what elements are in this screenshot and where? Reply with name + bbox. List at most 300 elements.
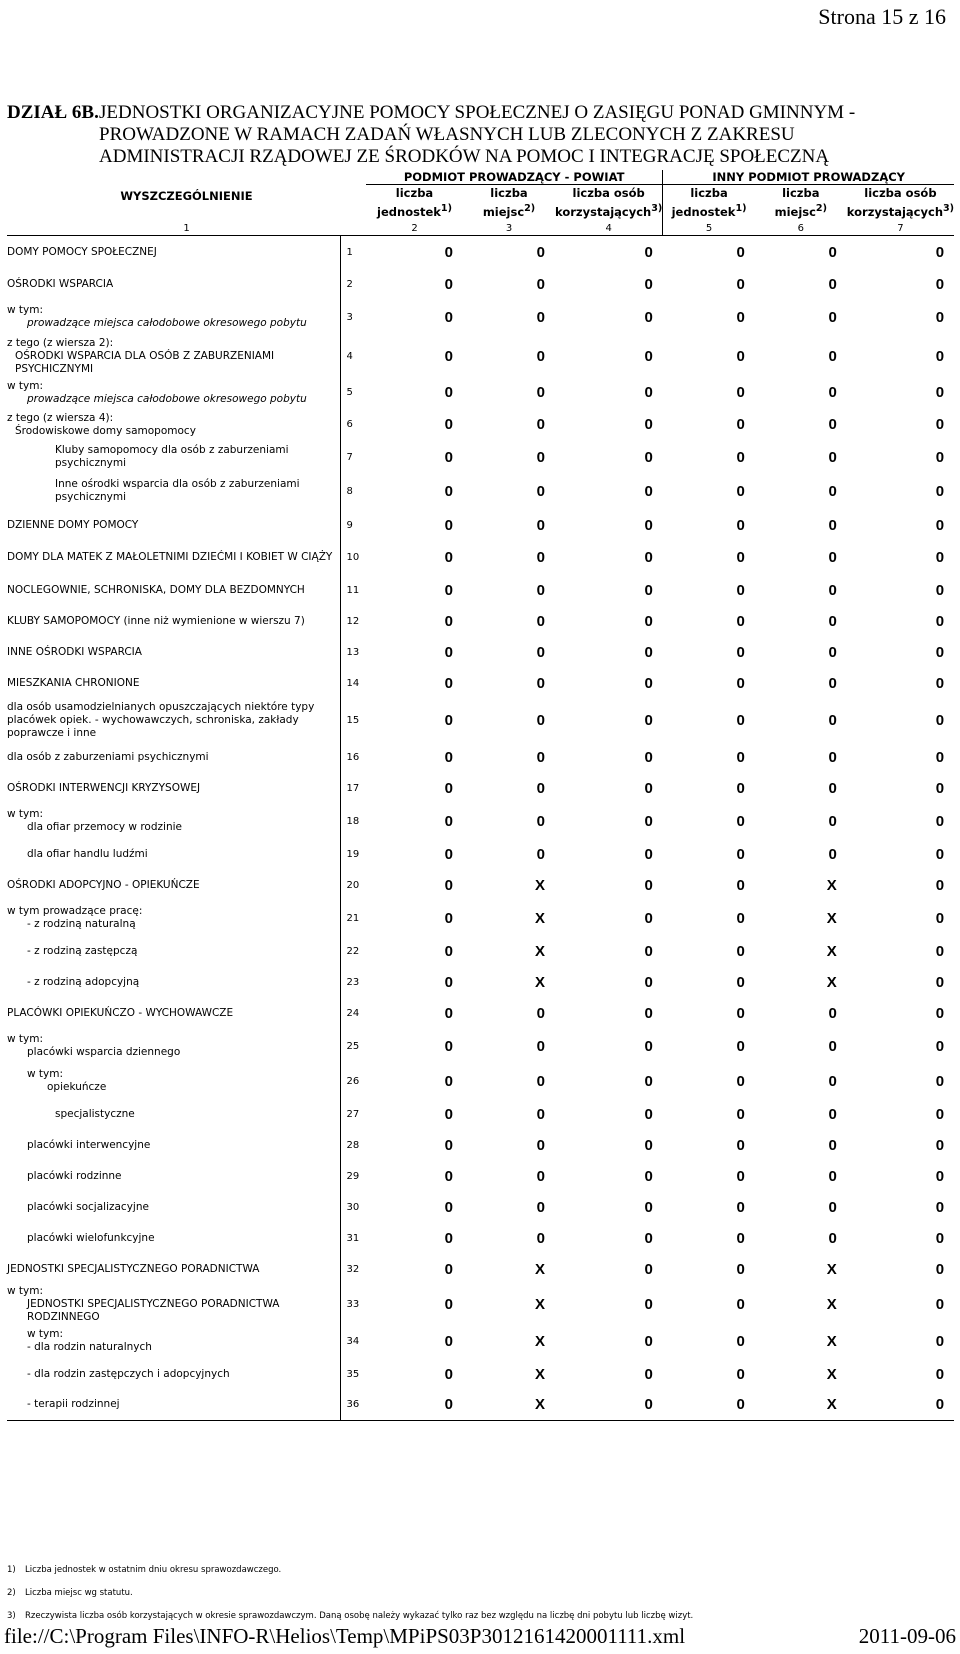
row-label-text: DOMY DLA MATEK Z MAŁOLETNIMI DZIEĆMI I KOBIET W CIĄŻY [7,551,333,563]
row-label [7,378,340,408]
row-prefix: w tym: [7,379,44,392]
table-row [7,967,954,998]
cell-value: X [534,942,545,960]
cell-value: X [534,909,545,927]
subheader-korzystajacych-1: liczba osób korzystających$^{3)}$ [555,186,663,219]
cell-value: X [755,1390,847,1421]
cell-value: 0 [444,482,453,500]
table-row [7,936,954,967]
footnote-number: 1) [7,1565,16,1575]
table-row [7,575,954,606]
cell-value: 0 [555,1390,663,1421]
cell-value: 0 [644,748,653,766]
cell-value: 0 [644,1229,653,1247]
cell-value: 0 [536,1229,545,1247]
cell-value: 0 [935,643,945,661]
cell-value: 0 [644,1136,653,1154]
cell-value: 0 [828,1072,837,1090]
cell-value: 0 [644,1004,653,1022]
cell-value: X [534,1365,545,1383]
section-title-line-3: ADMINISTRACJI RZĄDOWEJ ZE ŚRODKÓW NA POMOC I INTEGRACJĘ SPOŁECZNĄ [99,146,830,167]
row-label-text: Inne ośrodki wsparcia dla osób z zaburzeniami psychicznymi [55,478,300,503]
column-number: 3 [463,221,555,236]
cell-value: 0 [444,347,453,365]
cell-value: 0 [828,347,837,365]
cell-value: 0 [828,308,837,326]
cell-value: 0 [828,779,837,797]
row-number: 21 [346,912,360,924]
table-row [7,300,954,335]
cell-value: 0 [444,1332,453,1350]
footnote-number: 2) [7,1588,16,1598]
cell-value: 0 [536,612,545,630]
row-label-text: Środowiskowe domy samopomocy [15,424,196,437]
row-number: 13 [346,646,360,658]
row-number: 5 [346,387,353,398]
row-label-text: prowadzące miejsca całodobowe okresowego pobytu [27,392,307,405]
row-label [7,839,340,870]
row-prefix: w tym: [7,1284,44,1297]
cell-value: 0 [736,275,745,293]
cell-value: 0 [828,482,837,500]
cell-value: 0 [644,516,653,534]
table-row [7,1390,954,1421]
cell-value: 0 [828,748,837,766]
cell-value: 0 [736,1136,745,1154]
cell-value: 0 [536,549,545,566]
cell-value: 0 [935,448,945,466]
row-label-text: prowadzące miejsca całodobowe okresowego pobytu [27,317,307,329]
cell-value: 0 [935,516,945,534]
row-label [7,901,340,936]
row-label [7,998,340,1029]
cell-value: 0 [736,1365,745,1383]
cell-value: 0 [736,1004,745,1022]
cell-value: 0 [935,876,945,894]
cell-value: 0 [736,612,745,630]
cell-value: X [826,1260,837,1278]
row-number: 22 [346,945,360,957]
row-label [7,1099,340,1130]
footer-path: file://C:\Program Files\INFO-R\Helios\Temp\MPiPS03P3012161420001111.xml [4,1624,686,1648]
row-label-text: JEDNOSTKI SPECJALISTYCZNEGO PORADNICTWA [7,1262,260,1275]
cell-value: 0 [736,1037,745,1055]
row-prefix: z tego (z wiersza 4): [7,411,114,424]
cell-value: 0 [736,516,745,534]
subheader-jednostek-1: liczba jednostek$^{1)}$ [377,186,452,219]
row-label [7,1324,340,1359]
section-title-line-2: PROWADZONE W RAMACH ZADAŃ WŁASNYCH LUB ZLECONYCH Z ZAKRESU [99,124,795,145]
row-label-text: dla ofiar przemocy w rodzinie [27,821,182,833]
row-label-text: placówki interwencyjne [27,1138,151,1151]
cell-value: 0 [644,243,653,261]
cell-value: 0 [828,1136,837,1154]
row-label-text: OŚRODKI INTERWENCJI KRYZYSOWEJ [7,781,201,794]
cell-value: X [826,1332,837,1350]
row-label-text: Kluby samopomocy dla osób z zaburzeniami psychicznymi [55,444,289,469]
cell-value: 0 [644,812,653,830]
cell-value: 0 [935,416,945,433]
row-label-text: placówki wsparcia dziennego [27,1046,181,1058]
row-label [7,606,340,637]
cell-value: 0 [444,643,453,661]
cell-value: 0 [736,308,745,326]
cell-value: 0 [444,516,453,534]
cell-value: 0 [736,1105,745,1123]
cell-value: 0 [536,347,545,365]
cell-value: 0 [444,243,453,261]
row-label-text: OŚRODKI WSPARCIA [7,277,114,290]
cell-value: 0 [935,1136,945,1154]
row-label [7,473,340,510]
cell-value: 0 [935,612,945,630]
row-number: 31 [346,1232,360,1244]
cell-value: X [826,876,837,894]
cell-value: 0 [935,347,945,365]
row-label-text: placówki wielofunkcyjne [27,1231,155,1244]
cell-value: 0 [444,973,453,991]
row-label [7,335,340,378]
cell-value: 0 [935,748,945,766]
table-row [7,1285,954,1324]
table-row [7,1359,954,1390]
cell-value: 0 [536,674,545,692]
cell-value: 0 [736,711,745,729]
row-number: 30 [346,1201,360,1213]
cell-value: 0 [444,845,453,863]
cell-value: 0 [828,1229,837,1247]
row-label [7,1029,340,1064]
cell-value: 0 [644,308,653,326]
cell-value: 0 [536,748,545,766]
row-label [7,1390,340,1421]
row-label [7,967,340,998]
row-label [7,773,340,804]
cell-value: 0 [444,1365,453,1383]
cell-value: 0 [444,812,453,830]
cell-value: 0 [536,1136,545,1154]
row-label [7,1254,340,1285]
cell-value: 0 [736,973,745,991]
cell-value: 0 [444,581,453,599]
cell-value: 0 [935,581,945,599]
row-label [7,1161,340,1192]
cell-value: 0 [444,1295,453,1313]
cell-value: 0 [935,942,945,960]
row-label-text: INNE OŚRODKI WSPARCIA [7,645,142,658]
row-number: 3 [346,311,353,323]
cell-value: 0 [828,845,837,863]
table-row [7,1324,954,1359]
cell-value: 0 [736,347,745,365]
cell-value: 0 [935,1072,945,1090]
cell-value: X [534,1295,545,1313]
row-number: 17 [346,782,360,794]
cell-value: 0 [536,448,545,466]
cell-value: 0 [444,549,453,566]
cell-value: 0 [736,549,745,566]
table-row [7,773,954,804]
row-label-text: - z rodziną adopcyjną [27,975,140,988]
row-label-text: - z rodziną zastępczą [27,944,138,957]
cell-value: 0 [736,416,745,433]
cell-value: 0 [644,845,653,863]
section-title-line-1: JEDNOSTKI ORGANIZACYJNE POMOCY SPOŁECZNEJ O ZASIĘGU PONAD GMINNYM - [99,102,856,123]
cell-value: 0 [444,384,453,401]
cell-value: 0 [736,1229,745,1247]
cell-value: 0 [828,674,837,692]
row-label-text: OŚRODKI WSPARCIA DLA OSÓB Z ZABURZENIAMI PSYCHICZNYMI [15,349,275,375]
cell-value: 0 [935,1167,945,1185]
cell-value: 0 [828,581,837,599]
table-row [7,804,954,839]
row-label-text: dla osób usamodzielnianych opuszczających niektóre typy placówek opiek. - wychowawczych, schroniska, zakłady poprawcze i inne [7,700,315,739]
table-row [7,1130,954,1161]
row-number: 32 [346,1263,360,1275]
table-row [7,699,954,742]
row-number: 10 [346,552,360,563]
cell-value: 0 [935,1198,945,1216]
cell-value: 0 [828,812,837,830]
cell-value: 0 [444,1260,453,1278]
cell-value: 0 [644,1198,653,1216]
cell-value: 0 [644,909,653,927]
cell-value: 0 [828,275,837,293]
cell-value: 0 [444,779,453,797]
cell-value: 0 [644,1167,653,1185]
table-row [7,637,954,668]
row-label-text: NOCLEGOWNIE, SCHRONISKA, DOMY DLA BEZDOMNYCH [7,583,305,596]
cell-value: 0 [444,612,453,630]
cell-value: 0 [935,1037,945,1055]
column-number: 2 [366,221,463,236]
row-label [7,637,340,668]
cell-value: 0 [736,448,745,466]
row-number: 24 [346,1007,360,1019]
cell-value: 0 [736,1295,745,1313]
cell-value: 0 [444,275,453,293]
row-label [7,1359,340,1390]
footer-date: 2011-09-06 [858,1624,956,1648]
table-row [7,236,954,269]
cell-value: 0 [847,1390,954,1421]
row-label [7,668,340,699]
cell-value: 0 [444,1037,453,1055]
footer [4,1624,956,1649]
cell-value: 0 [663,1390,755,1421]
table-row [7,269,954,300]
row-label-text: DZIENNE DOMY POMOCY [7,518,139,531]
cell-value: 0 [536,845,545,863]
cell-value: 0 [736,812,745,830]
cell-value: 0 [444,942,453,960]
cell-value: 0 [935,1365,945,1383]
cell-value: 0 [935,779,945,797]
table-row [7,442,954,473]
cell-value: 0 [828,416,837,433]
row-label-text: placówki socjalizacyjne [27,1200,149,1213]
cell-value: 0 [828,1105,837,1123]
row-number: 25 [346,1040,360,1052]
row-number: 15 [346,714,360,726]
cell-value: 0 [536,711,545,729]
row-label-text: placówki rodzinne [27,1169,122,1182]
row-label-text: opiekuńcze [47,1081,107,1093]
cell-value: 0 [444,1167,453,1185]
row-label-text: DOMY POMOCY SPOŁECZNEJ [7,245,157,258]
row-number: 4 [346,350,353,362]
cell-value: 0 [444,1198,453,1216]
table-row [7,510,954,541]
cell-value: 0 [444,448,453,466]
row-prefix: w tym: [7,304,44,316]
row-label [7,1064,340,1099]
row-number: 33 [346,1298,360,1310]
cell-value: 0 [736,1167,745,1185]
cell-value: 0 [644,942,653,960]
cell-value: 0 [536,516,545,534]
column-header-wyszczegolnienie: WYSZCZEGÓLNIENIE [120,188,253,203]
table-row [7,668,954,699]
cell-value: 0 [444,674,453,692]
group-header-powiat: PODMIOT PROWADZĄCY - POWIAT [366,170,663,185]
row-number: 35 [346,1368,360,1380]
column-number: 4 [555,221,663,236]
cell-value: X [534,1260,545,1278]
row-number: 20 [346,879,360,891]
row-number: 16 [346,751,360,763]
row-number: 2 [346,278,353,290]
cell-value: 0 [828,549,837,566]
table-row [7,378,954,408]
cell-value: 0 [935,549,945,566]
cell-value: 0 [536,1072,545,1090]
subheader-korzystajacych-2: liczba osób korzystających$^{3)}$ [846,186,955,219]
cell-value: 0 [736,243,745,261]
table-row [7,901,954,936]
row-label [7,269,340,300]
cell-value: 0 [644,581,653,599]
cell-value: 0 [736,581,745,599]
cell-value: 0 [444,1136,453,1154]
cell-value: 0 [366,1390,463,1421]
cell-value: 0 [444,1105,453,1123]
cell-value: 0 [644,643,653,661]
cell-value: 0 [828,711,837,729]
cell-value: 0 [736,748,745,766]
column-number: 7 [847,221,954,236]
row-number: 8 [346,485,353,497]
cell-value: 0 [736,845,745,863]
cell-value: 0 [644,674,653,692]
column-number: 5 [663,221,755,236]
cell-value: 0 [444,416,453,433]
table-row [7,742,954,773]
table-row [7,1192,954,1223]
cell-value: 0 [644,482,653,500]
cell-value: 0 [935,243,945,261]
row-number: 36 [340,1390,366,1421]
row-prefix: w tym: [7,808,44,820]
cell-value: 0 [644,876,653,894]
row-number: 26 [346,1075,360,1087]
row-number: 34 [346,1335,360,1347]
cell-value: 0 [644,347,653,365]
row-label [7,1285,340,1324]
cell-value: 0 [644,612,653,630]
cell-value: 0 [644,448,653,466]
cell-value: 0 [444,909,453,927]
cell-value: 0 [644,275,653,293]
cell-value: 0 [536,482,545,500]
footnote-text: Liczba jednostek w ostatnim dniu okresu sprawozdawczego. [25,1565,282,1575]
row-label-text: - dla rodzin naturalnych [27,1341,152,1353]
cell-value: 0 [644,1037,653,1055]
cell-value: 0 [736,942,745,960]
subheader-miejsc-1: liczba miejsc$^{2)}$ [482,186,536,219]
cell-value: 0 [536,779,545,797]
cell-value: 0 [736,1072,745,1090]
table-row [7,1064,954,1099]
cell-value: 0 [935,1004,945,1022]
cell-value: 0 [536,1004,545,1022]
cell-value: 0 [536,384,545,401]
cell-value: 0 [736,674,745,692]
table-row [7,1161,954,1192]
table-row [7,870,954,901]
row-number: 18 [346,815,360,827]
cell-value: 0 [935,384,945,401]
cell-value: 0 [644,779,653,797]
cell-value: 0 [644,973,653,991]
cell-value: 0 [736,384,745,401]
cell-value: 0 [935,1229,945,1247]
cell-value: 0 [444,748,453,766]
cell-value: 0 [536,416,545,433]
row-label-text: JEDNOSTKI SPECJALISTYCZNEGO PORADNICTWA RODZINNEGO [27,1297,280,1323]
cell-value: 0 [935,1332,945,1350]
cell-value: 0 [644,1260,653,1278]
row-label [7,1192,340,1223]
subheader-jednostek-2: liczba jednostek$^{1)}$ [663,185,755,222]
cell-value: 0 [536,643,545,661]
row-label [7,936,340,967]
cell-value: 0 [828,1167,837,1185]
table-row [7,541,954,575]
row-number: 28 [346,1139,360,1151]
cell-value: 0 [644,1105,653,1123]
cell-value: 0 [736,643,745,661]
row-label [7,575,340,606]
row-number: 11 [346,584,360,596]
row-label [7,742,340,773]
row-number: 7 [346,451,353,463]
cell-value: 0 [935,308,945,326]
group-header-inny: INNY PODMIOT PROWADZĄCY [663,170,954,185]
cell-value: 0 [736,779,745,797]
cell-value: X [463,1390,555,1421]
table-row [7,998,954,1029]
cell-value: 0 [644,711,653,729]
cell-value: 0 [736,876,745,894]
row-prefix: z tego (z wiersza 2): [7,336,114,349]
cell-value: 0 [935,1105,945,1123]
cell-value: 0 [644,416,653,433]
row-label-text: MIESZKANIA CHRONIONE [7,676,140,689]
cell-value: X [826,909,837,927]
cell-value: 0 [444,308,453,326]
table-row [7,408,954,442]
